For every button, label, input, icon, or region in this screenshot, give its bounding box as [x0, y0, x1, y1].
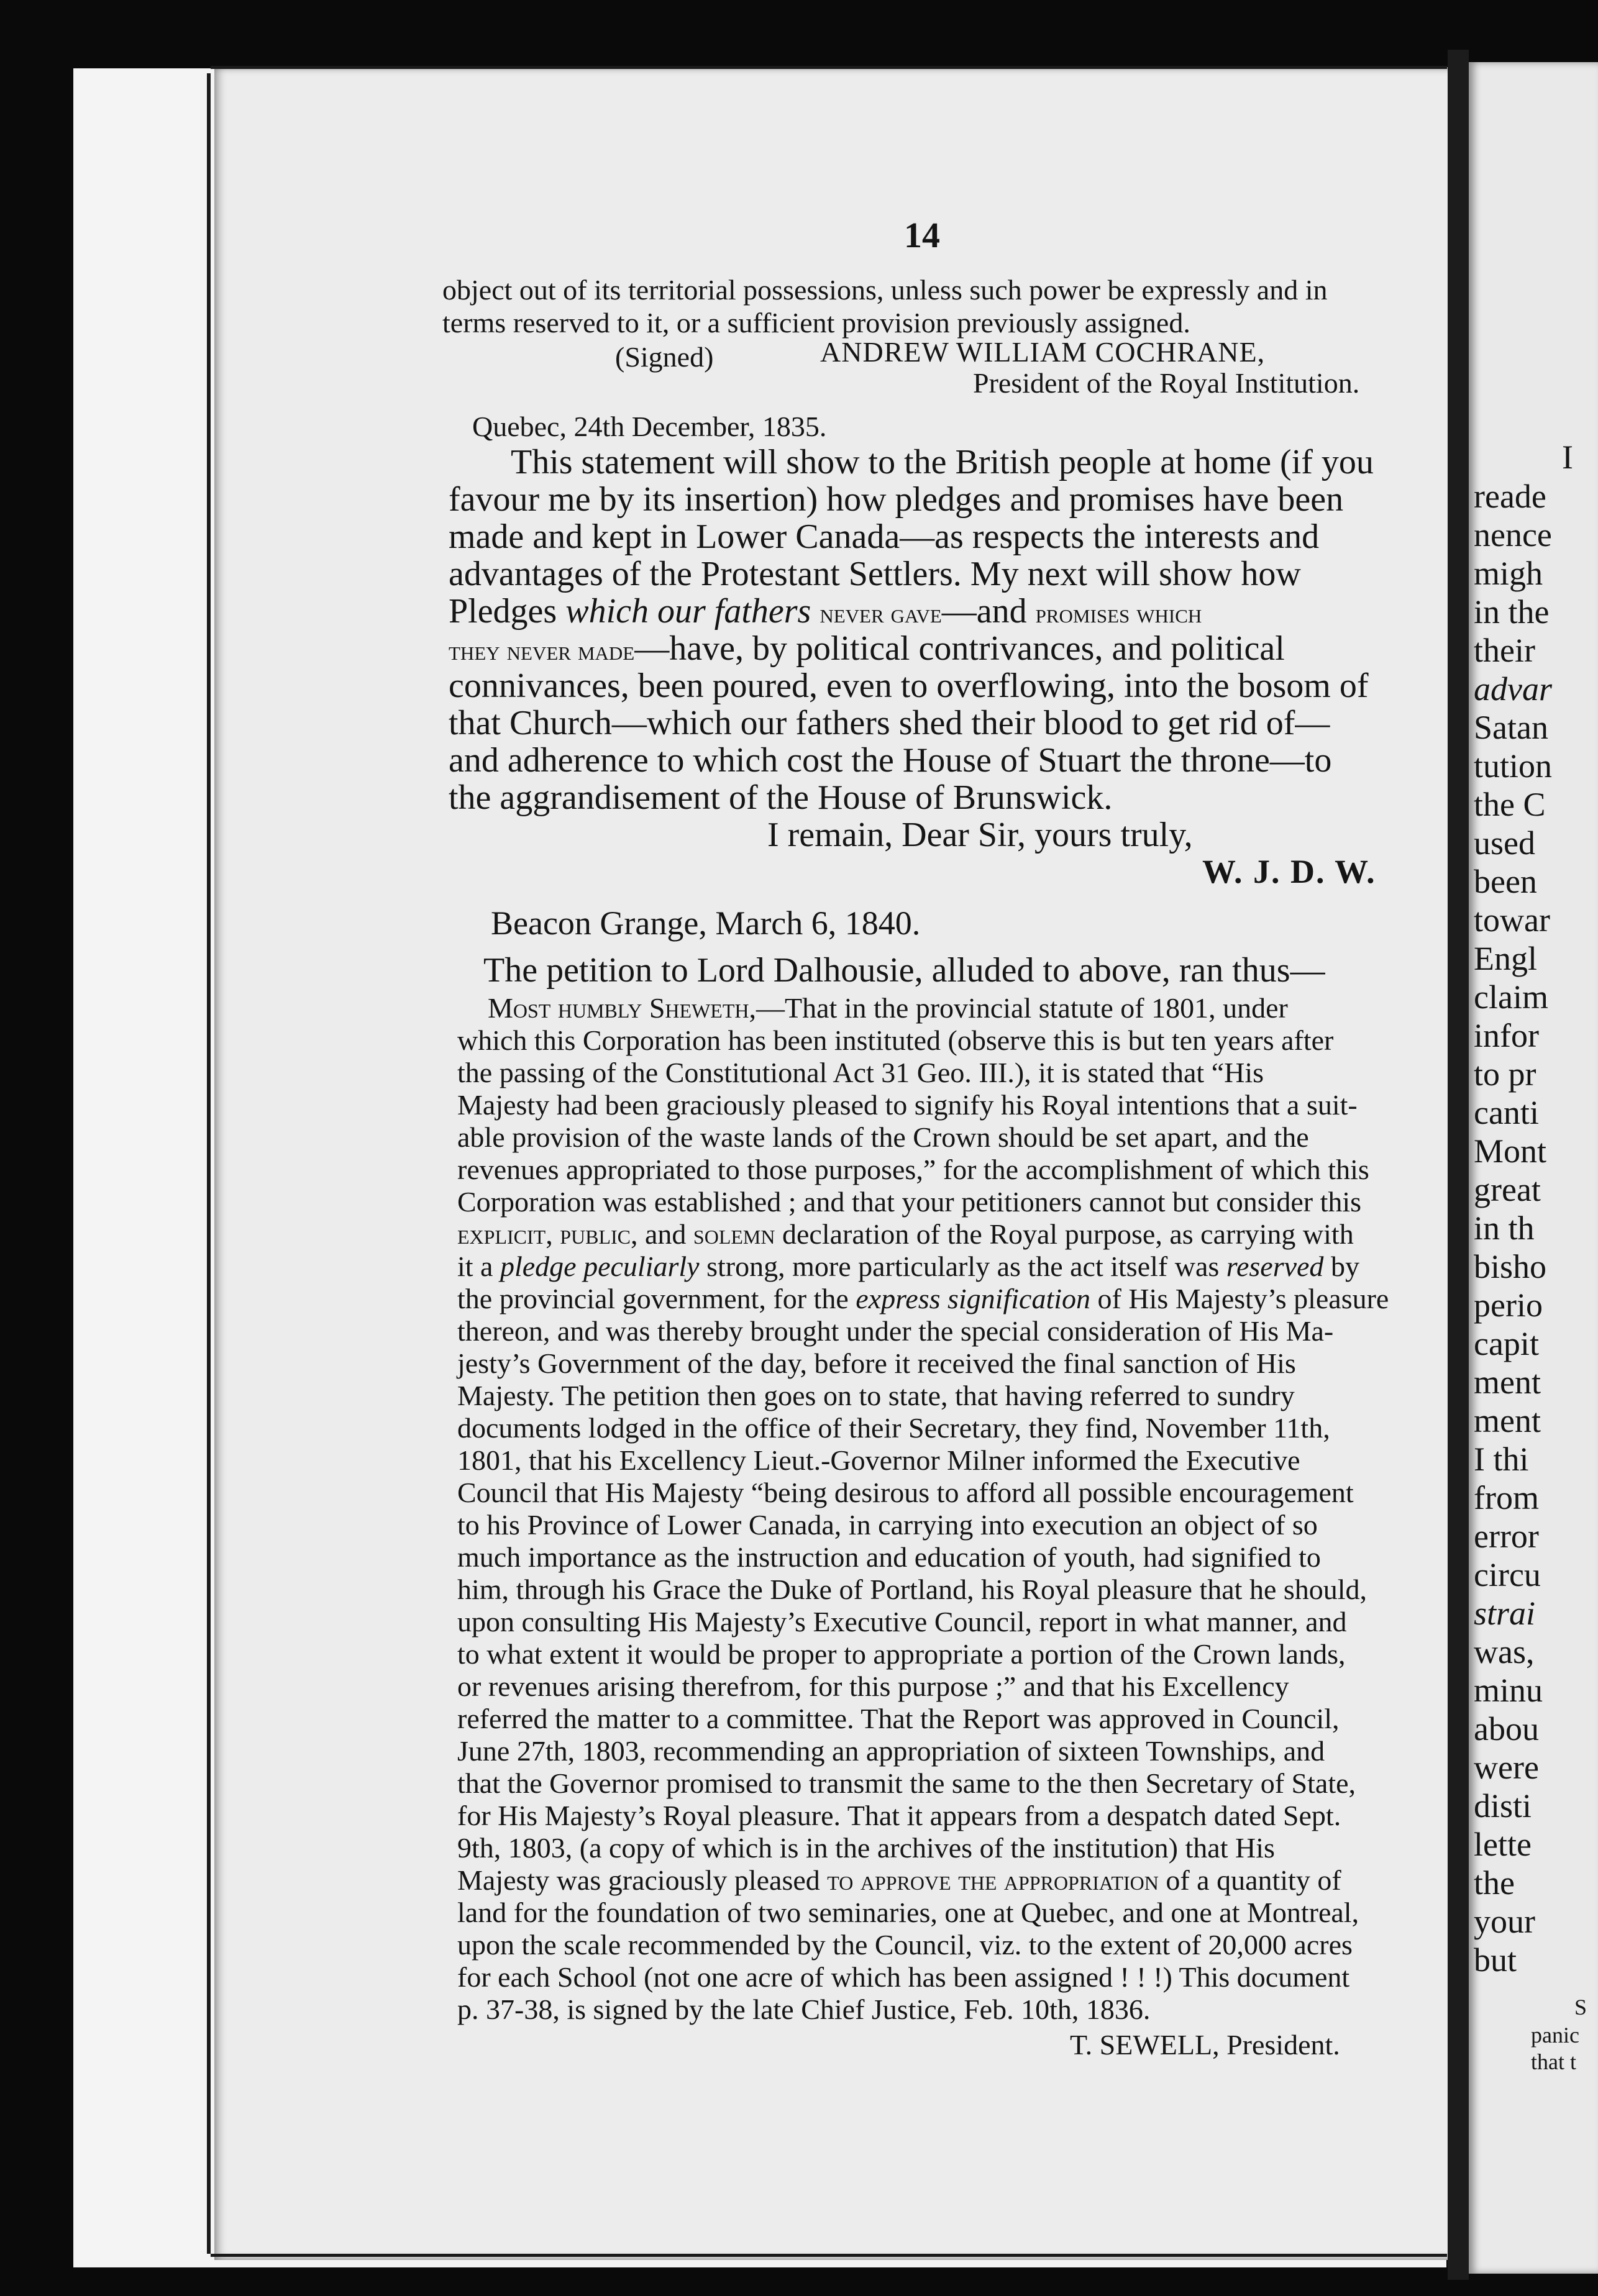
petition-line: him, through his Grace the Duke of Portland, his Royal pleasure that he should, — [457, 1574, 1367, 1605]
petition-line: Most humbly Sheweth,—That in the provincial statute of 1801, under — [488, 992, 1288, 1024]
np-fragment: claim — [1474, 978, 1548, 1016]
np-fragment: was, — [1474, 1633, 1535, 1670]
np-fragment: their — [1474, 632, 1535, 669]
letter-line: the aggrandisement of the House of Brunswick. — [449, 778, 1113, 817]
petition-line: referred the matter to a committee. That the Report was approved in Council, — [457, 1703, 1340, 1734]
petition-line: explicit, public, and solemn declaration of the Royal purpose, as carrying with — [457, 1218, 1354, 1250]
np-footer-fragment: panic — [1531, 2023, 1579, 2048]
petition-line: Council that His Majesty “being desirous to afford all possible encouragement — [457, 1477, 1354, 1508]
petition-line: 1801, that his Excellency Lieut.-Governor Milner informed the Executive — [457, 1444, 1300, 1476]
petition-line: land for the foundation of two seminaries, one at Quebec, and one at Montreal, — [457, 1897, 1359, 1928]
place-date: Beacon Grange, March 6, 1840. — [491, 904, 921, 942]
letter-line: they never made—have, by political contrivances, and political — [449, 629, 1285, 668]
petition-line: Majesty. The petition then goes on to state, that having referred to sundry — [457, 1380, 1295, 1411]
letter-line: This statement will show to the British people at home (if you — [511, 443, 1374, 481]
np-fragment: in the — [1474, 593, 1550, 631]
letter-line: favour me by its insertion) how pledges and promises have been — [449, 480, 1344, 519]
letter-line: advantages of the Protestant Settlers. My next will show how — [449, 555, 1301, 593]
np-fragment: ment — [1474, 1364, 1541, 1401]
np-fragment: abou — [1474, 1710, 1539, 1747]
np-fragment: tution — [1474, 747, 1553, 785]
petition-line: that the Governor promised to transmit the same to the then Secretary of State, — [457, 1767, 1356, 1799]
np-fragment: Satan — [1474, 709, 1548, 746]
letter-line: made and kept in Lower Canada—as respects the interests and — [449, 517, 1320, 556]
np-fragment: I — [1562, 439, 1573, 476]
petition-line: to his Province of Lower Canada, in carrying into execution an object of so — [457, 1509, 1318, 1541]
opening-line: terms reserved to it, or a sufficient provision previously assigned. — [442, 307, 1190, 339]
page-number: 14 — [904, 215, 940, 255]
letter-line: connivances, been poured, even to overflowing, into the bosom of — [449, 667, 1369, 705]
petition-line: for His Majesty’s Royal pleasure. That it appears from a despatch dated Sept. — [457, 1800, 1341, 1831]
np-fragment: reade — [1474, 478, 1546, 515]
signed-label: (Signed) — [615, 341, 714, 373]
np-footer-fragment: that t — [1531, 2049, 1576, 2074]
petition-line: upon consulting His Majesty’s Executive Council, report in what manner, and — [457, 1606, 1347, 1638]
petition-line: Majesty had been graciously pleased to signify his Royal intentions that a suit- — [457, 1089, 1358, 1121]
letter-date: Quebec, 24th December, 1835. — [472, 411, 827, 442]
petition-line: June 27th, 1803, recommending an appropriation of sixteen Townships, and — [457, 1735, 1325, 1767]
petition-line: for each School (not one acre of which has been assigned ! ! !) This document — [457, 1961, 1350, 1993]
petition-line: it a pledge peculiarly strong, more particularly as the act itself was reserved by — [457, 1250, 1359, 1282]
np-fragment: to pr — [1474, 1055, 1536, 1093]
np-fragment: strai — [1474, 1595, 1536, 1632]
opening-line: object out of its territorial possessions, unless such power be expressly and in — [442, 274, 1328, 306]
letter-line: and adherence to which cost the House of Stuart the throne—to — [449, 741, 1332, 780]
letter-line: Pledges which our fathers never gave—and promises which — [449, 592, 1202, 631]
petition-line: thereon, and was thereby brought under the special consideration of His Ma- — [457, 1315, 1334, 1347]
author-initials: W. J. D. W. — [1202, 853, 1376, 890]
petition-line: p. 37-38, is signed by the late Chief Justice, Feb. 10th, 1836. — [457, 1993, 1151, 2025]
np-fragment: towar — [1474, 901, 1550, 939]
np-fragment: the — [1474, 1864, 1515, 1902]
petition-line: much importance as the instruction and education of youth, had signified to — [457, 1541, 1321, 1573]
signatory-title: President of the Royal Institution. — [973, 367, 1360, 399]
np-fragment: from — [1474, 1479, 1539, 1516]
np-fragment: Mont — [1474, 1132, 1547, 1170]
np-fragment: but — [1474, 1941, 1517, 1979]
np-fragment: were — [1474, 1749, 1539, 1786]
letter-closing: I remain, Dear Sir, yours truly, — [767, 816, 1193, 854]
petition-line: which this Corporation has been instituted (observe this is but ten years after — [457, 1024, 1334, 1056]
np-fragment: bisho — [1474, 1248, 1547, 1285]
np-fragment: Engl — [1474, 940, 1537, 977]
np-fragment: the C — [1474, 786, 1546, 823]
np-fragment: in th — [1474, 1210, 1535, 1247]
np-fragment: great — [1474, 1171, 1541, 1208]
np-fragment: nence — [1474, 516, 1552, 554]
np-fragment: advar — [1474, 670, 1552, 708]
petition-line: the provincial government, for the express signification of His Majesty’s pleasure — [457, 1283, 1389, 1314]
petition-line: revenues appropriated to those purposes,” for the accomplishment of which this — [457, 1154, 1369, 1185]
np-fragment: ment — [1474, 1402, 1541, 1439]
petition-line: able provision of the waste lands of the Crown should be set apart, and the — [457, 1121, 1309, 1153]
petition-intro: The petition to Lord Dalhousie, alluded to above, ran thus— — [483, 951, 1325, 990]
np-fragment: canti — [1474, 1094, 1539, 1131]
signatory-name: ANDREW WILLIAM COCHRANE, — [820, 336, 1266, 368]
petition-line: to what extent it would be proper to appropriate a portion of the Crown lands, — [457, 1638, 1346, 1670]
np-fragment: migh — [1474, 555, 1543, 592]
np-fragment: circu — [1474, 1556, 1541, 1593]
np-fragment: error — [1474, 1518, 1539, 1555]
petition-line: 9th, 1803, (a copy of which is in the archives of the institution) that His — [457, 1832, 1275, 1864]
np-fragment: minu — [1474, 1672, 1543, 1709]
petition-line: jesty’s Government of the day, before it received the final sanction of His — [457, 1347, 1296, 1379]
np-fragment: perio — [1474, 1287, 1543, 1324]
np-fragment: your — [1474, 1903, 1535, 1940]
petition-line: or revenues arising therefrom, for this purpose ;” and that his Excellency — [457, 1670, 1289, 1702]
petition-line: Majesty was graciously pleased to approve the appropriation of a quantity of — [457, 1864, 1341, 1896]
np-fragment: I thi — [1474, 1441, 1529, 1478]
np-fragment: lette — [1474, 1826, 1532, 1863]
np-fragment: disti — [1474, 1787, 1532, 1824]
petition-line: Corporation was established ; and that your petitioners cannot but consider this — [457, 1186, 1362, 1218]
np-fragment: used — [1474, 824, 1535, 862]
final-signature: T. SEWELL, President. — [1070, 2029, 1340, 2061]
petition-line: documents lodged in the office of their Secretary, they find, November 11th, — [457, 1412, 1330, 1444]
petition-line: the passing of the Constitutional Act 31 Geo. III.), it is stated that “His — [457, 1057, 1264, 1088]
np-fragment: infor — [1474, 1017, 1539, 1054]
np-footer-fragment: S — [1574, 1995, 1587, 2020]
np-fragment: capit — [1474, 1325, 1539, 1362]
letter-line: that Church—which our fathers shed their blood to get rid of— — [449, 704, 1330, 742]
petition-line: upon the scale recommended by the Council, viz. to the extent of 20,000 acres — [457, 1929, 1353, 1961]
np-fragment: been — [1474, 863, 1537, 900]
